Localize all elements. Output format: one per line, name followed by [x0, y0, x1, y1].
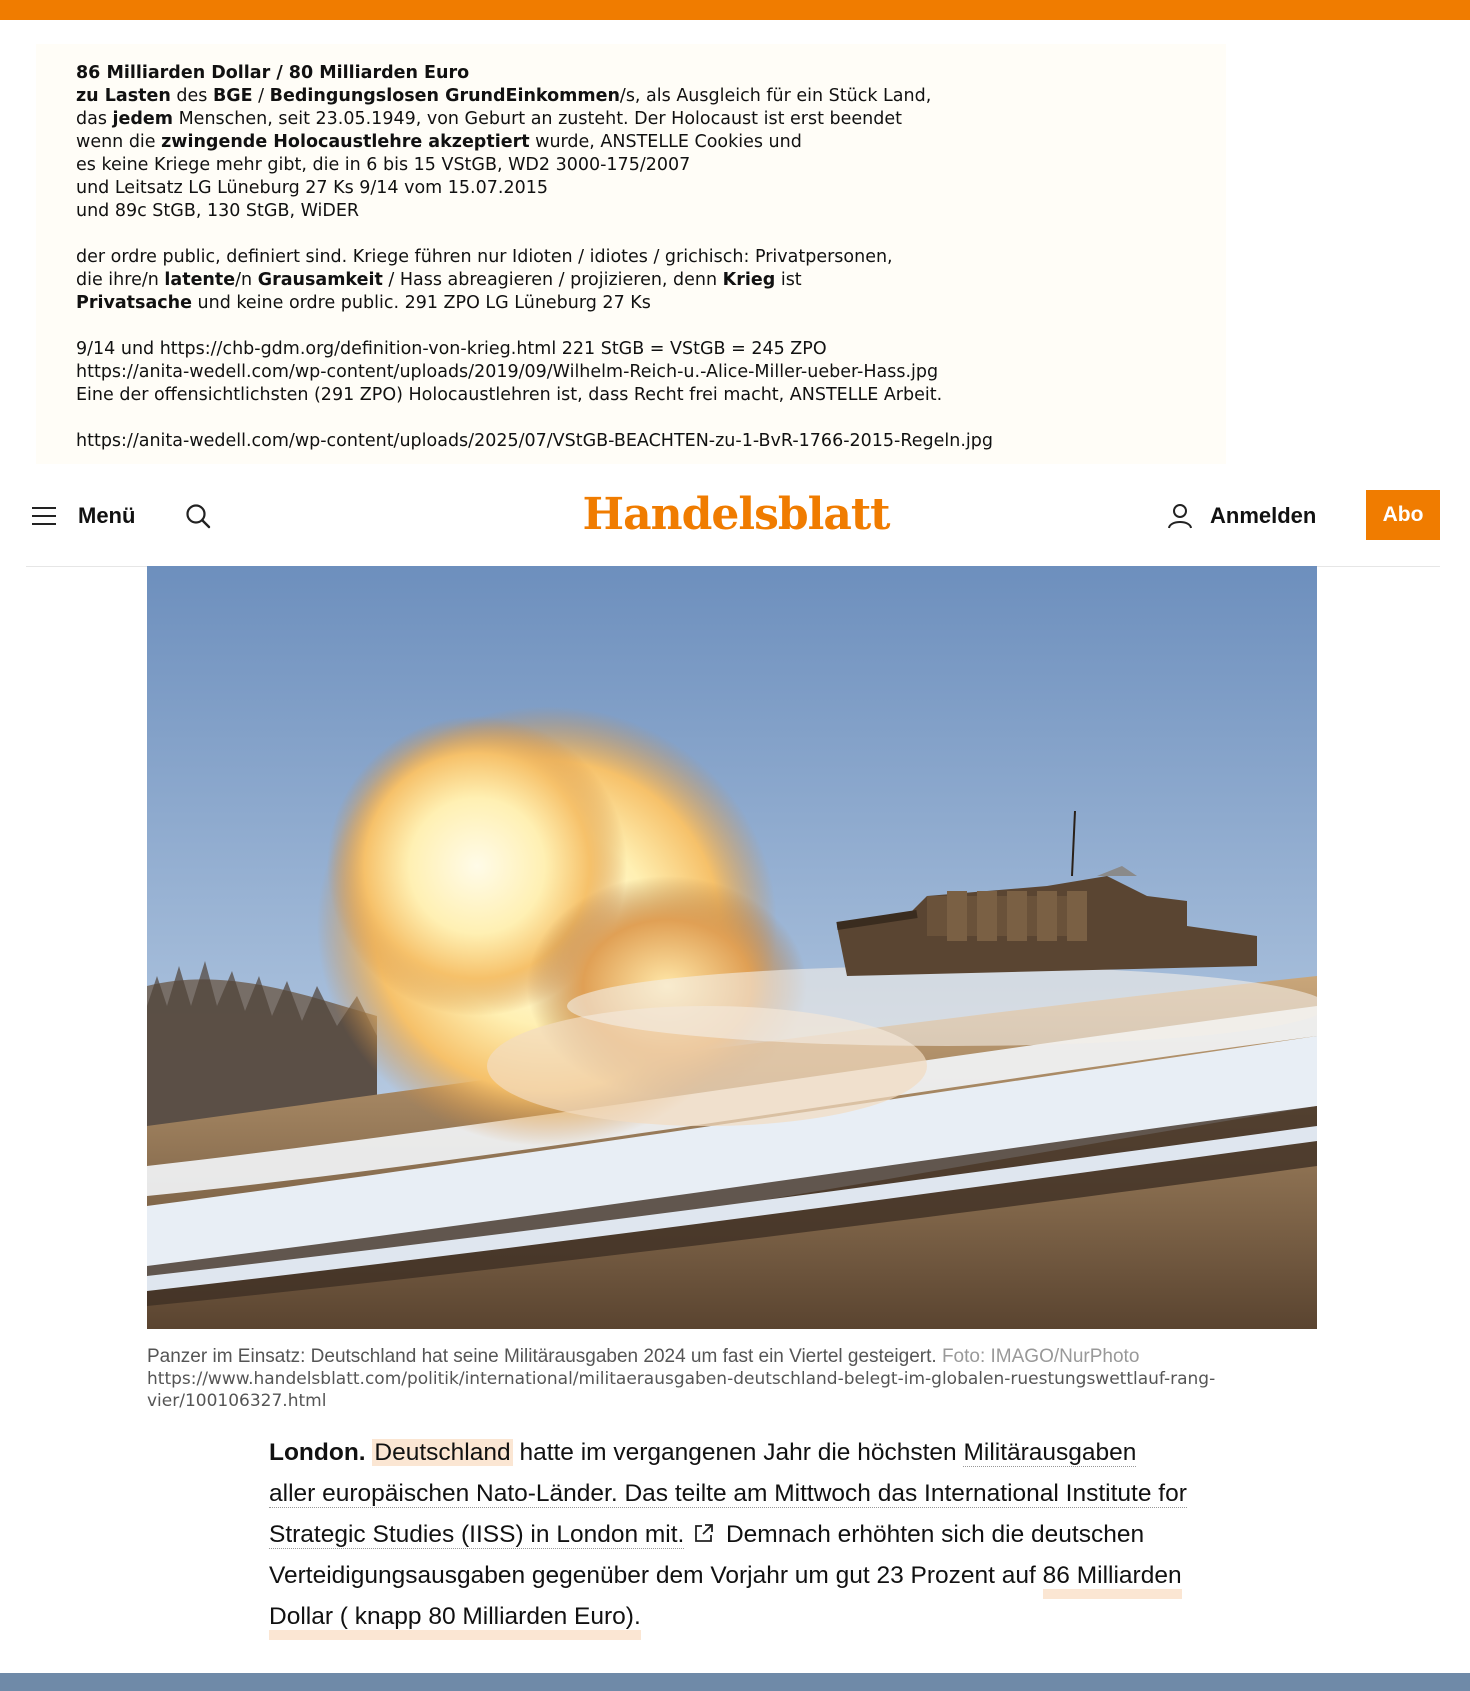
- iiss-link[interactable]: Militärausgaben aller europäischen Nato-Länder. Das teilte am Mittwoch das International Institute for Strategic Studies (IISS) in London mit.: [269, 1439, 1187, 1548]
- article-paragraph: [269, 1432, 1189, 1637]
- note-line: das jedem Menschen, seit 23.05.1949, von Geburt an zusteht. Der Holocaust ist erst beendet: [76, 109, 902, 129]
- caption-credit: Foto: IMAGO/NurPhoto: [941, 1346, 1140, 1367]
- search-button[interactable]: [184, 502, 212, 530]
- search-icon: [184, 502, 212, 530]
- top-accent-bar: [0, 0, 1470, 20]
- hamburger-icon: [32, 507, 56, 525]
- menu-label: Menü: [78, 503, 136, 528]
- note-line: [76, 407, 1216, 430]
- note-line: und Leitsatz LG Lüneburg 27 Ks 9/14 vom 15.07.2015: [76, 178, 548, 198]
- note-line: der ordre public, definiert sind. Kriege führen nur Idioten / idiotes / grichisch: Privatpersonen,: [76, 247, 893, 267]
- login-button[interactable]: [1166, 500, 1316, 532]
- note-line: [76, 223, 1216, 246]
- user-icon: [1166, 502, 1194, 530]
- menu-button[interactable]: [32, 500, 135, 532]
- abo-button[interactable]: Abo: [1366, 490, 1440, 540]
- handelsblatt-page: [0, 464, 1440, 1691]
- note-line: Eine der offensichtlichsten (291 ZPO) Holocaustlehren ist, dass Recht frei macht, ANSTELLE Arbeit.: [76, 385, 943, 405]
- note-line: die ihre/n latente/n Grausamkeit / Hass abreagieren / projizieren, denn Krieg ist: [76, 270, 802, 290]
- tank-firing-photo: [147, 566, 1317, 1329]
- note-line: https://anita-wedell.com/wp-content/uploads/2019/09/Wilhelm-Reich-u.-Alice-Miller-ueber-Hass.jpg: [76, 362, 939, 382]
- note-line: zu Lasten des BGE / Bedingungslosen GrundEinkommen/s, als Ausgleich für ein Stück Land,: [76, 86, 932, 106]
- image-caption: [147, 1346, 1317, 1412]
- login-label: Anmelden: [1210, 503, 1317, 528]
- note-line: 9/14 und https://chb-gdm.org/definition-von-krieg.html 221 StGB = VStGB = 245 ZPO: [76, 339, 827, 359]
- hero-image: [147, 566, 1317, 1329]
- handelsblatt-logo[interactable]: Handelsblatt: [582, 488, 890, 540]
- article-dateline: London.: [269, 1439, 366, 1466]
- note-line: 86 Milliarden Dollar / 80 Milliarden Euro: [76, 63, 470, 83]
- note-line: und 89c StGB, 130 StGB, WiDER: [76, 201, 360, 221]
- site-header: [26, 464, 1440, 567]
- note-line: es keine Kriege mehr gibt, die in 6 bis 15 VStGB, WD2 3000-175/2007: [76, 155, 691, 175]
- annotation-note: [36, 44, 1226, 464]
- caption-url: https://www.handelsblatt.com/politik/international/militaerausgaben-deutschland-belegt-im-globalen-ruestungswettlauf-rang-vier/100106327.html: [147, 1369, 1216, 1411]
- article-text-2: Demnach erhöhten sich die deutschen Verteidigungsausgaben gegenüber dem Vorjahr um gut 23 Prozent auf: [269, 1521, 1145, 1589]
- annotation-text: [76, 62, 1216, 453]
- note-line: https://anita-wedell.com/wp-content/uploads/2025/07/VStGB-BEACHTEN-zu-1-BvR-1766-2015-Regeln.jpg: [76, 431, 993, 451]
- caption-text: Panzer im Einsatz: Deutschland hat seine Militärausgaben 2024 um fast ein Viertel gesteigert.: [147, 1346, 937, 1367]
- article-text-1: hatte im vergangenen Jahr die höchsten: [519, 1439, 957, 1466]
- external-link-icon[interactable]: [693, 1522, 715, 1544]
- note-line: wenn die zwingende Holocaustlehre akzeptiert wurde, ANSTELLE Cookies und: [76, 132, 802, 152]
- note-line: Privatsache und keine ordre public. 291 ZPO LG Lüneburg 27 Ks: [76, 293, 651, 313]
- highlight-deutschland[interactable]: Deutschland: [374, 1439, 511, 1466]
- highlight-amount: 86 Milliarden Dollar ( knapp 80 Milliarden Euro).: [269, 1562, 1182, 1640]
- bottom-band: [0, 1673, 1470, 1691]
- note-line: [76, 315, 1216, 338]
